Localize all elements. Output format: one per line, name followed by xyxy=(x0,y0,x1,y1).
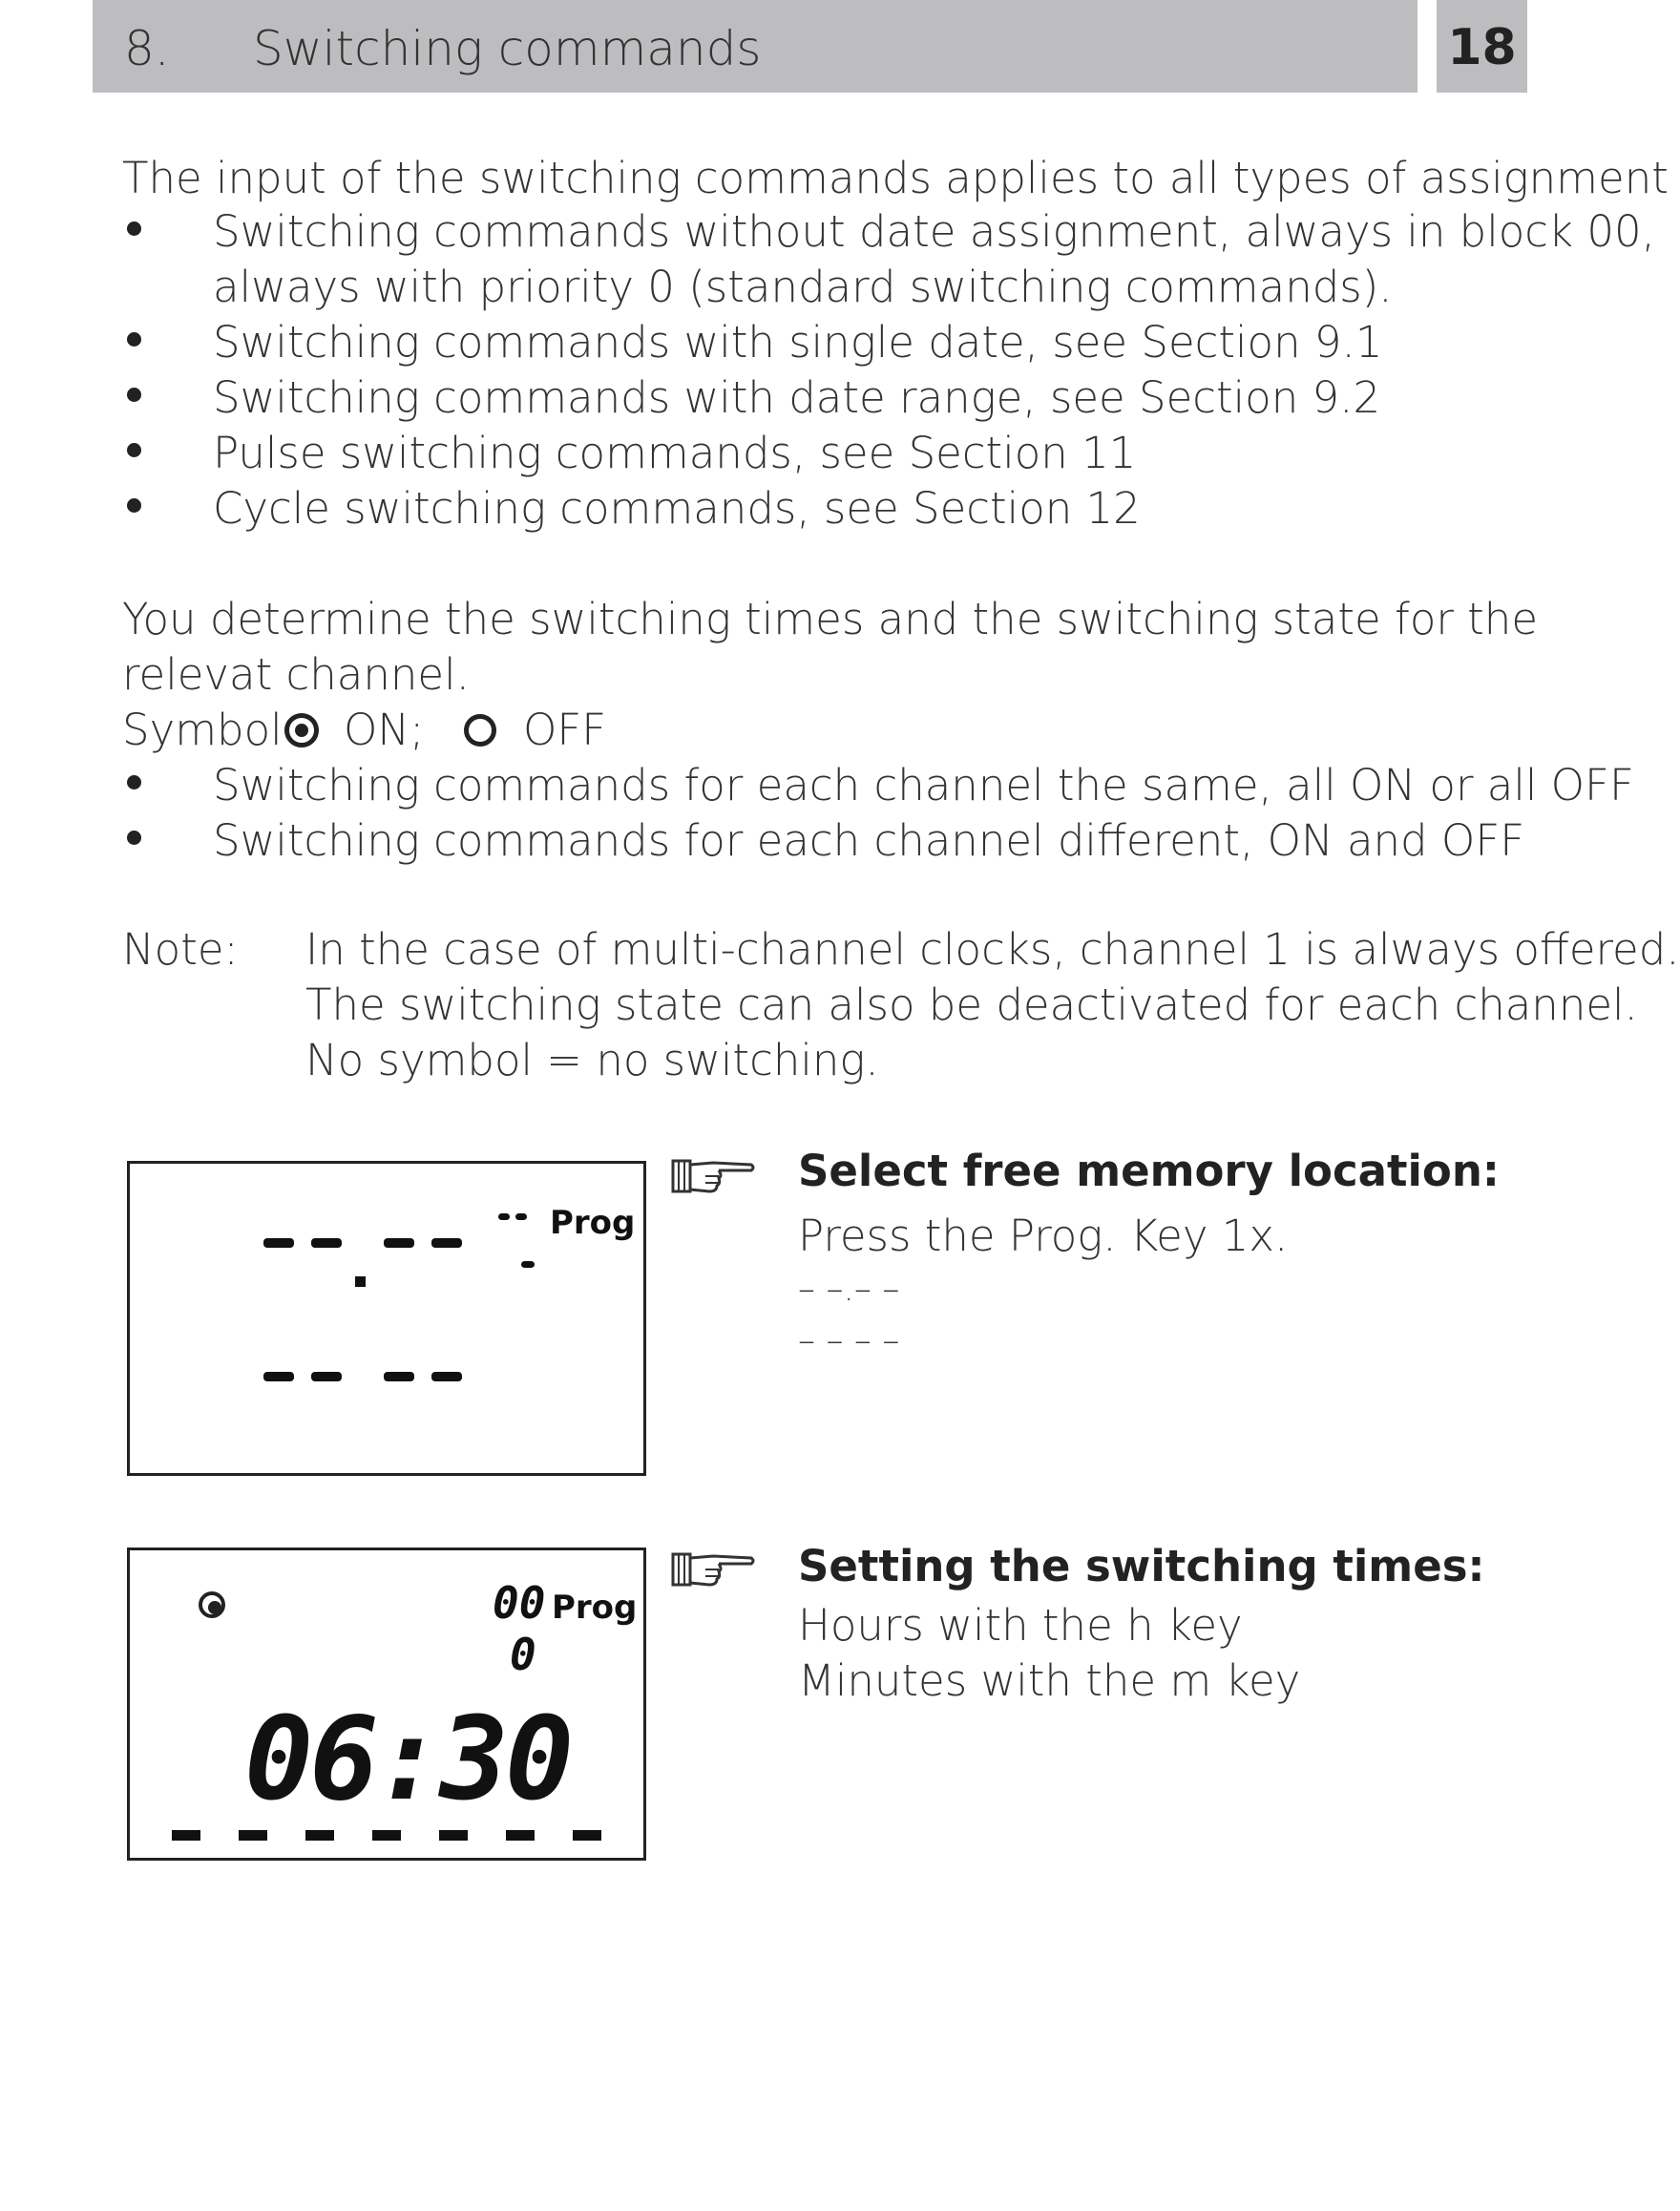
step2-line-1: Hours with the h key xyxy=(798,1600,1243,1651)
lcd-prog-label: Prog xyxy=(550,1204,636,1242)
note-line-3: No symbol = no switching. xyxy=(305,1035,879,1085)
intro-bullet-3: Switching commands with date range, see Section 9.2 xyxy=(213,372,1381,423)
lcd-segment xyxy=(515,1213,527,1220)
lcd-display-memory xyxy=(127,1161,646,1476)
on-label: ON; xyxy=(344,705,425,755)
bullet-dot xyxy=(127,498,141,513)
state-line-1: You determine the switching times and the switching state for the xyxy=(122,594,1539,644)
lcd-segment xyxy=(498,1213,510,1220)
bullet-dot xyxy=(127,332,141,347)
lcd-decimal-point xyxy=(355,1276,366,1287)
bullet-dot xyxy=(127,388,141,402)
lcd-segment xyxy=(311,1238,342,1248)
lcd-time: 06:30 xyxy=(244,1694,571,1826)
lcd-segment xyxy=(263,1372,294,1381)
lcd-segment xyxy=(384,1238,414,1248)
lcd-segment xyxy=(311,1372,342,1381)
page-number: 18 xyxy=(1447,19,1517,76)
note-line-1: In the case of multi-channel clocks, channel 1 is always offered. xyxy=(305,924,1680,975)
page-number-box xyxy=(1437,0,1527,93)
lcd-day-marker xyxy=(439,1830,468,1841)
lcd-segment xyxy=(384,1372,414,1381)
note-line-2: The switching state can also be deactivated for each channel. xyxy=(305,979,1638,1030)
step2-title: Setting the switching times: xyxy=(798,1541,1485,1591)
lcd-block-number: 00 xyxy=(493,1577,546,1629)
lcd-segment xyxy=(263,1238,294,1248)
lcd-day-marker xyxy=(506,1830,535,1841)
bullet-dot xyxy=(127,443,141,457)
intro-bullet-4: Pulse switching commands, see Section 11 xyxy=(213,428,1137,478)
lcd-segment xyxy=(521,1261,535,1268)
state-bullet-1: Switching commands for each channel the same, all ON or all OFF xyxy=(213,760,1634,811)
state-line-2: relevat channel. xyxy=(122,649,470,700)
note-label: Note: xyxy=(122,924,239,975)
intro-bullet-1-cont: always with priority 0 (standard switching commands). xyxy=(213,262,1393,312)
bullet-dot xyxy=(127,831,141,845)
lcd-prog-label: Prog xyxy=(552,1589,638,1627)
step1-display-line-1: – –.– – xyxy=(798,1270,900,1309)
lcd-display-time xyxy=(127,1548,646,1861)
step1-title: Select free memory location: xyxy=(798,1146,1500,1196)
step1-instruction: Press the Prog. Key 1x. xyxy=(798,1211,1289,1261)
lcd-day-marker xyxy=(239,1830,267,1841)
pointing-hand-icon xyxy=(671,1547,757,1596)
on-state-icon xyxy=(199,1591,225,1618)
intro-bullet-2: Switching commands with single date, see Section 9.1 xyxy=(213,317,1383,368)
lcd-day-marker xyxy=(305,1830,334,1841)
symbol-label: Symbol xyxy=(122,705,283,755)
step2-line-2: Minutes with the m key xyxy=(798,1655,1301,1706)
intro-lead: The input of the switching commands applies to all types of assignment xyxy=(122,153,1669,203)
lcd-day-marker xyxy=(172,1830,200,1841)
off-label: OFF xyxy=(523,705,607,755)
section-title: Switching commands xyxy=(253,21,762,76)
lcd-day-marker xyxy=(573,1830,601,1841)
lcd-segment xyxy=(431,1372,462,1381)
intro-bullet-5: Cycle switching commands, see Section 12 xyxy=(213,483,1141,534)
step1-display-line-2: – – – – xyxy=(798,1321,900,1360)
filled-circle-icon xyxy=(284,713,319,748)
section-number: 8. xyxy=(124,21,170,76)
bullet-dot xyxy=(127,775,141,790)
lcd-day-marker xyxy=(372,1830,401,1841)
lcd-priority: 0 xyxy=(510,1629,536,1680)
state-bullet-2: Switching commands for each channel different, ON and OFF xyxy=(213,815,1525,866)
lcd-segment xyxy=(431,1238,462,1248)
bullet-dot xyxy=(127,221,141,236)
pointing-hand-icon xyxy=(671,1153,757,1203)
intro-bullet-1: Switching commands without date assignment, always in block 00, xyxy=(213,206,1655,257)
open-circle-icon xyxy=(464,714,496,747)
